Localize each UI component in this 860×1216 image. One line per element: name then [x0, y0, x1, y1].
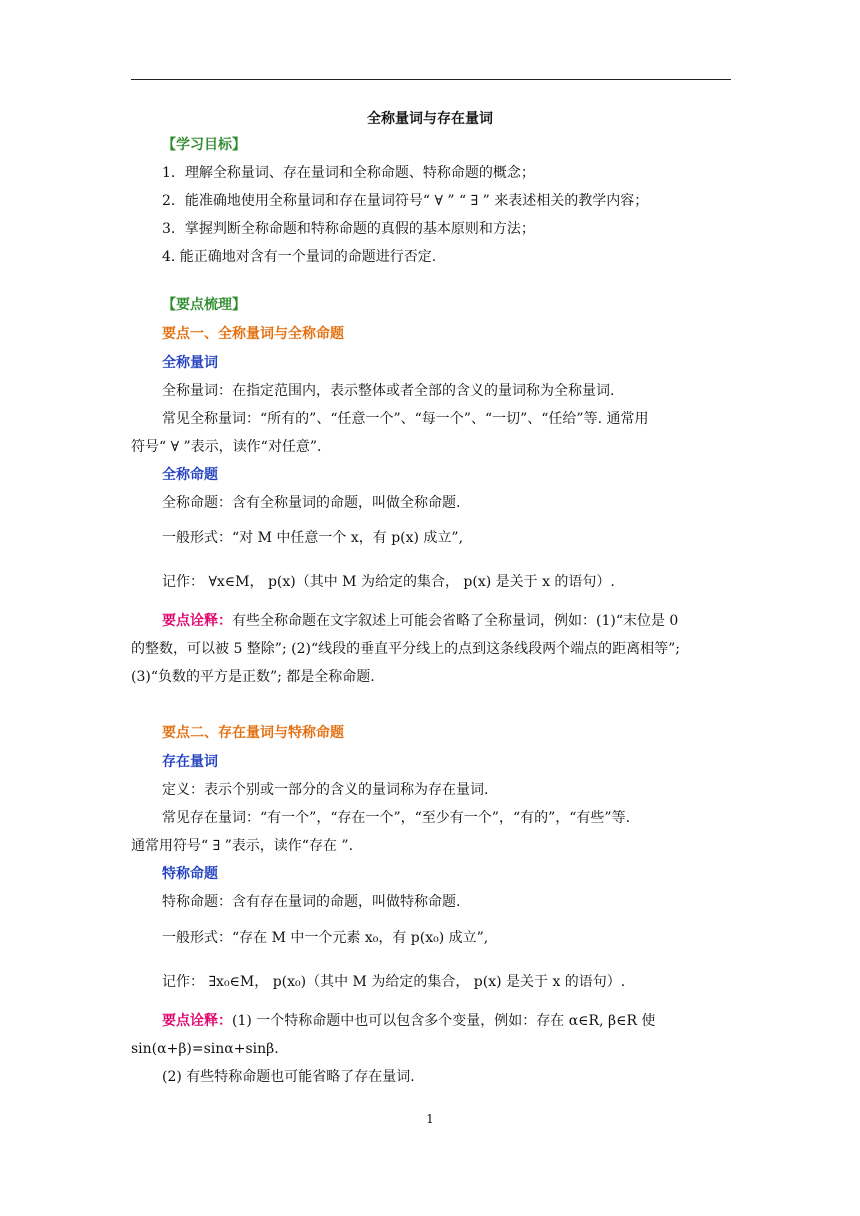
point2-common-a: 常见存在量词：“有一个”，“存在一个”，“至少有一个”，“有的”，“有些”等.	[162, 810, 631, 826]
point1-sub1: 全称量词	[162, 355, 218, 371]
point2-common-b: 通常用符号“ ∃ ”表示，读作“存在 ”.	[131, 838, 354, 854]
point2-notation: 记作： ∃x₀∈M， p(x₀)（其中 M 为给定的集合， p(x) 是关于 x 的语句）.	[162, 974, 626, 990]
header-rule	[131, 79, 731, 80]
point1-prop-def: 全称命题：含有全称量词的命题，叫做全称命题.	[162, 495, 461, 511]
goal-item: 1．理解全称量词、存在量词和全称命题、特称命题的概念；	[162, 165, 535, 181]
point2-note-line-a	[162, 1010, 655, 1032]
summary-heading: 【要点梳理】	[162, 297, 246, 313]
point2-note-line-c: (2) 有些特称命题也可能省略了存在量词.	[162, 1069, 415, 1085]
point1-def: 全称量词：在指定范围内，表示整体或者全部的含义的量词称为全称量词.	[162, 383, 615, 399]
point2-form: 一般形式：“存在 M 中一个元素 x₀，有 p(x₀) 成立”,	[162, 930, 489, 946]
point1-heading: 要点一、全称量词与全称命题	[162, 326, 344, 342]
point2-def: 定义：表示个别或一部分的含义的量词称为存在量词.	[162, 782, 489, 798]
point1-form: 一般形式：“对 M 中任意一个 x，有 p(x) 成立”,	[162, 530, 464, 546]
point1-note-line-c: (3)“负数的平方是正数”; 都是全称命题.	[131, 669, 375, 685]
point1-common-a: 常见全称量词：“所有的”、“任意一个”、“每一个”、“一切”、“任给”等. 通常用	[162, 411, 649, 427]
goal-item: 4. 能正确地对含有一个量词的命题进行否定.	[162, 249, 437, 265]
page-number: 1	[426, 1112, 434, 1126]
doc-title: 全称量词与存在量词	[367, 111, 493, 127]
point2-sub2: 特称命题	[162, 866, 218, 882]
goal-item: 2．能准确地使用全称量词和存在量词符号“ ∀ ” “ ∃ ” 来表述相关的教学内容；	[162, 193, 649, 209]
point2-note-text-a: (1) 一个特称命题中也可以包含多个变量，例如：存在 α∈R, β∈R 使	[232, 1013, 656, 1029]
point1-note-text-a: 有些全称命题在文字叙述上可能会省略了全称量词，例如：(1)“末位是 0	[232, 613, 679, 629]
point2-note-label: 要点诠释：	[162, 1013, 232, 1029]
point1-notation: 记作： ∀x∈M， p(x)（其中 M 为给定的集合， p(x) 是关于 x 的语句）.	[162, 574, 615, 590]
point1-note-line-a	[162, 610, 678, 632]
point2-sub1: 存在量词	[162, 754, 218, 770]
point2-note-line-b: sin(α+β)=sinα+sinβ.	[131, 1041, 279, 1057]
point2-heading: 要点二、存在量词与特称命题	[162, 725, 344, 741]
point1-common-b: 符号“ ∀ ”表示，读作“对任意”.	[131, 439, 322, 455]
point1-note-line-b: 的整数，可以被 5 整除”; (2)“线段的垂直平分线上的点到这条线段两个端点的距离相等”;	[131, 641, 680, 657]
goal-item: 3．掌握判断全称命题和特称命题的真假的基本原则和方法；	[162, 221, 535, 237]
point1-note-label: 要点诠释：	[162, 613, 232, 629]
point1-sub2: 全称命题	[162, 467, 218, 483]
point2-prop-def: 特称命题：含有存在量词的命题，叫做特称命题.	[162, 894, 461, 910]
goals-heading: 【学习目标】	[162, 137, 246, 153]
